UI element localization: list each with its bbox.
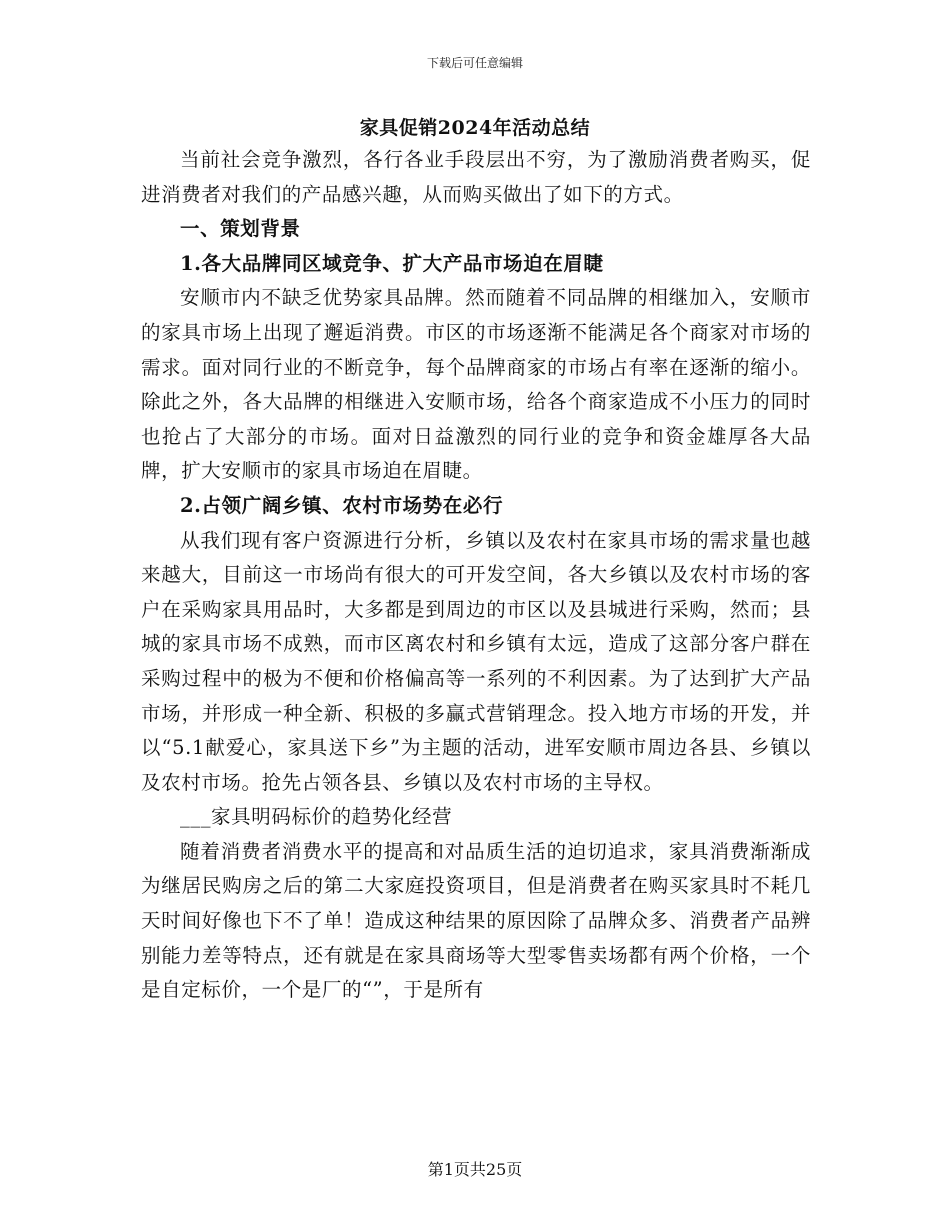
section-heading-background: 一、策划背景 [180, 217, 301, 241]
subheading-price-tagging: ___家具明码标价的趋势化经营 [180, 805, 453, 829]
document-title: 家具促销2024年活动总结 [359, 117, 591, 139]
document-body [141, 143, 811, 1008]
paragraph-price-tagging: 随着消费者消费水平的提高和对品质生活的迫切追求，家具消费渐渐成为继居民购房之后的第二大家庭投资项目，但是消费者在购买家具时不耗几天时间好像也下不了单！造成这种结果的原因除了品牌众多、消费者产品辨别能力差等特点，还有就是在家具商场等大型零售卖场都有两个价格，一个是自定标价，一个是厂的“”，于是所有 [141, 839, 811, 1002]
page-footer-number: 第1页共25页 [427, 1160, 523, 1179]
intro-paragraph: 当前社会竞争激烈，各行各业手段层出不穷，为了激励消费者购买，促进消费者对我们的产品感兴趣，从而购买做出了如下的方式。 [141, 148, 811, 206]
paragraph-rural-market: 从我们现有客户资源进行分析，乡镇以及农村在家具市场的需求量也越来越大，目前这一市场尚有很大的可开发空间，各大乡镇以及农村市场的客户在采购家具用品时，大多都是到周边的市区以及县城进行采购，然而；县城的家具市场不成熟，而市区离农村和乡镇有太远，造成了这部分客户群在采购过程中的极为不便和价格偏高等一系列的不利因素。为了达到扩大产品市场，并形成一种全新、积极的多赢式营销理念。投入地方市场的开发，并以“5.1献爱心，家具送下乡”为主题的活动，进军安顺市周边各县、乡镇以及农村市场。抢先占领各县、乡镇以及农村市场的主导权。 [141, 528, 811, 794]
page-header-note: 下载后可任意编辑 [426, 56, 523, 70]
subheading-brand-competition: 1.各大品牌同区域竞争、扩大产品市场迫在眉睫 [180, 251, 604, 275]
paragraph-brand-competition: 安顺市内不缺乏优势家具品牌。然而随着不同品牌的相继加入，安顺市的家具市场上出现了邂逅消费。市区的市场逐渐不能满足各个商家对市场的需求。面对同行业的不断竞争，每个品牌商家的市场占有率在逐渐的缩小。除此之外，各大品牌的相继进入安顺市场，给各个商家造成不小压力的同时也抢占了大部分的市场。面对日益激烈的同行业的竞争和资金雄厚各大品牌，扩大安顺市的家具市场迫在眉睫。 [141, 286, 811, 483]
subheading-rural-market: 2.占领广阔乡镇、农村市场势在必行 [180, 493, 504, 517]
